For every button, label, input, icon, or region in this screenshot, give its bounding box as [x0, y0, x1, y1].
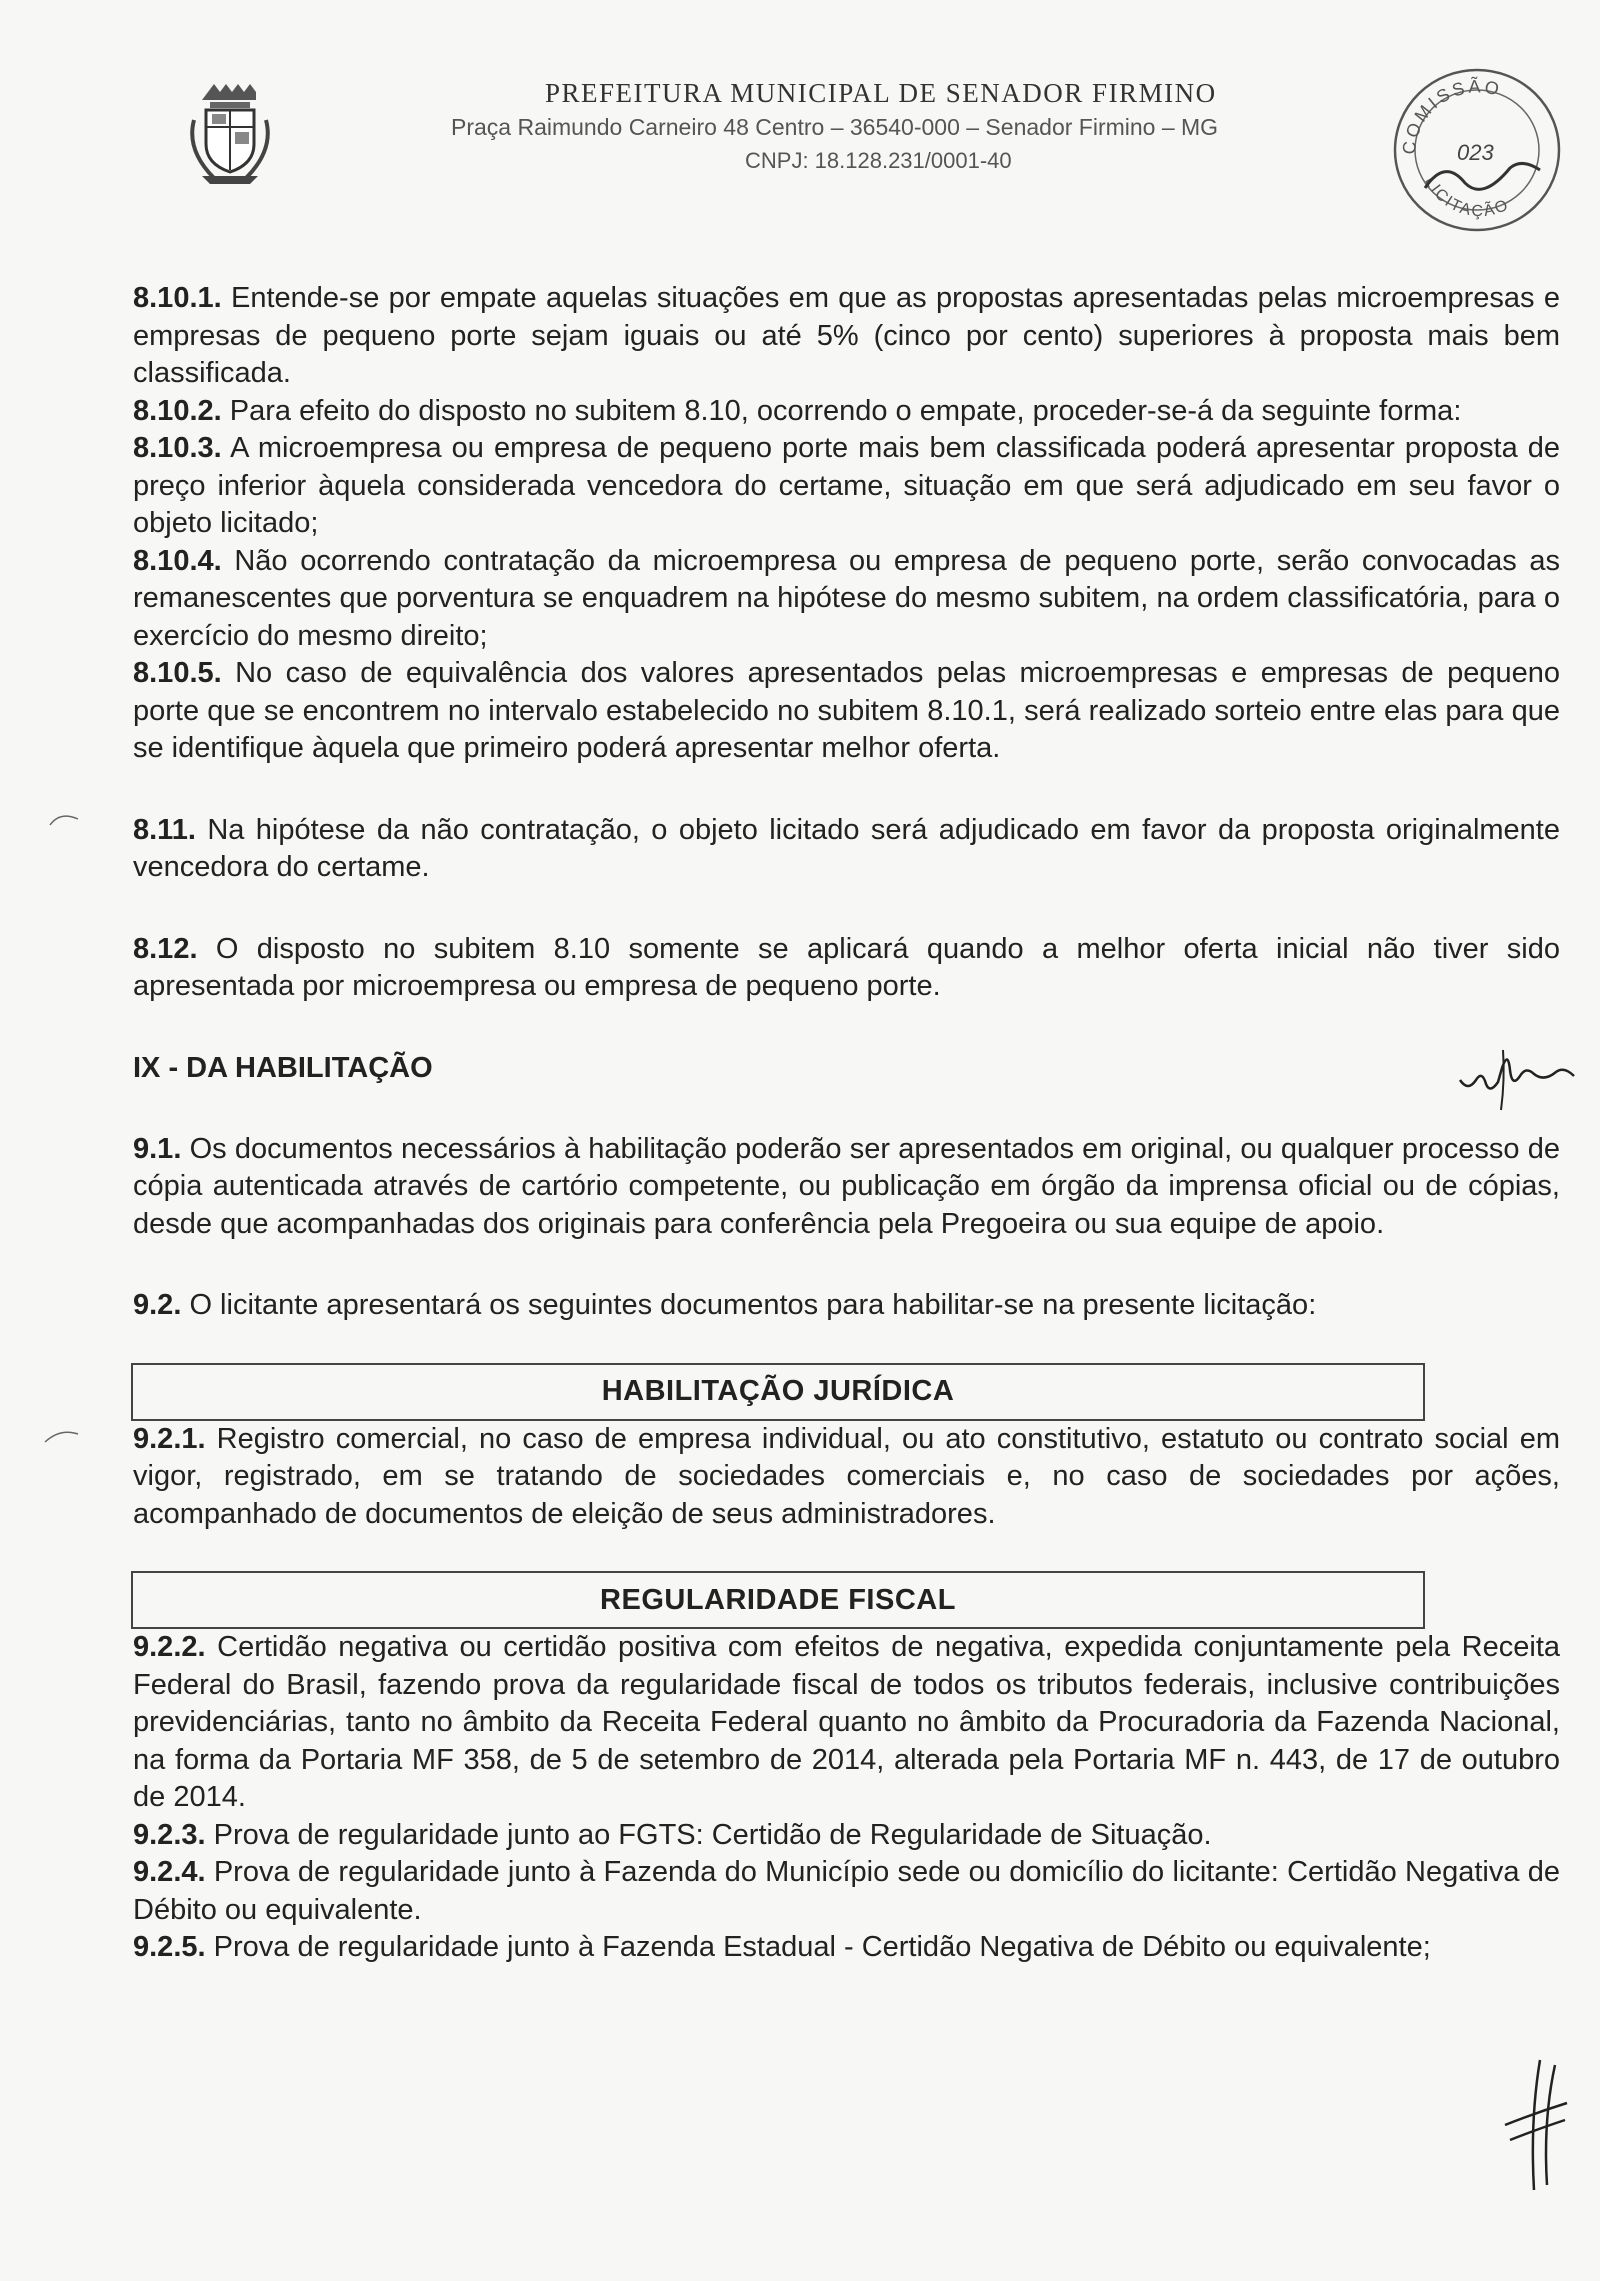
- handwritten-initials: [1500, 2055, 1570, 2195]
- box-heading-habilitacao-juridica: HABILITAÇÃO JURÍDICA: [131, 1363, 1425, 1421]
- scan-artifact: [0, 805, 80, 835]
- paragraph-9-2-2: 9.2.2. Certidão negativa ou certidão positiva com efeitos de negativa, expedida conjuntamente pela Receita Federal do Brasil, fazendo prova da regularidade fiscal de todos os tributos federais, inclusive contribuições previdenciárias, tanto no âmbito da Receita Federal quanto no âmbito da Procuradoria da Fazenda Nacional, na forma da Portaria MF 358, de 5 de setembro de 2014, alterada pela Portaria MF n. 443, de 17 de outubro de 2014.: [133, 1631, 1561, 1813]
- paragraph-8-10-2: 8.10.2. Para efeito do disposto no subitem 8.10, ocorrendo o empate, proceder-se-á da seguinte forma:: [133, 394, 1462, 427]
- paragraph-9-2: 9.2. O licitante apresentará os seguintes documentos para habilitar-se na presente licitação:: [133, 1289, 1317, 1321]
- paragraph-9-2-5: 9.2.5. Prova de regularidade junto à Fazenda Estadual - Certidão Negativa de Débito ou equivalente;: [133, 1931, 1431, 1963]
- paragraph-8-10-5: 8.10.5. No caso de equivalência dos valores apresentados pelas microempresas e empresas de pequeno porte que se encontrem no intervalo estabelecido no subitem 8.10.1, será realizado sorteio entre elas para que se identifique àquela que primeiro poderá apresentar melhor oferta.: [133, 657, 1561, 764]
- document-body: [133, 280, 1560, 1967]
- box-heading-regularidade-fiscal: REGULARIDADE FISCAL: [131, 1571, 1425, 1629]
- paragraph-8-10-1: 8.10.1. Entende-se por empate aquelas situações em que as propostas apresentadas pelas microempresas e empresas de pequeno porte sejam iguais ou até 5% (cinco por cento) superiores à proposta mais bem classificada.: [133, 282, 1560, 389]
- paragraph-8-10-4: 8.10.4. Não ocorrendo contratação da microempresa ou empresa de pequeno porte, serão convocadas as remanescentes que porventura se enquadrem na hipótese do mesmo subitem, na ordem classificatória, para o exercício do mesmo direito;: [133, 544, 1560, 652]
- section-heading-habilitacao: IX - DA HABILITAÇÃO: [133, 1051, 433, 1084]
- paragraph-9-2-3: 9.2.3. Prova de regularidade junto ao FGTS: Certidão de Regularidade de Situação.: [133, 1818, 1212, 1851]
- paragraph-9-1: 9.1. Os documentos necessários à habilitação poderão ser apresentados em original, ou qualquer processo de cópia autenticada através de cartório competente, ou publicação em órgão da imprensa oficial ou de cópias, desde que acompanhadas dos originais para conferência pela Pregoeira ou sua equipe de apoio.: [133, 1132, 1560, 1240]
- commission-stamp: [1385, 60, 1570, 235]
- paragraph-9-2-1: 9.2.1. Registro comercial, no caso de empresa individual, ou ato constitutivo, estatuto ou contrato social em vigor, registrado, em se tratando de sociedades comerciais e, no caso de sociedades por ações, acompanhado de documentos de eleição de seus administradores.: [133, 1422, 1560, 1530]
- stamp-number: 023: [1457, 140, 1494, 165]
- scan-artifact: [0, 1420, 80, 1450]
- coat-of-arms-icon: [180, 80, 280, 190]
- municipality-address: Praça Raimundo Carneiro 48 Centro – 36540-000 – Senador Firmino – MG: [451, 114, 1219, 140]
- stamp-bottom-text: LICITAÇÃO: [1421, 173, 1513, 221]
- municipality-cnpj: CNPJ: 18.128.231/0001-40: [745, 148, 1012, 173]
- handwritten-signature: [1455, 1040, 1585, 1120]
- paragraph-8-10-3: 8.10.3. A microempresa ou empresa de pequeno porte mais bem classificada poderá apresentar proposta de preço inferior àquela considerada vencedora do certame, situação em que será adjudicado em seu favor o objeto licitado;: [133, 432, 1560, 539]
- municipality-title: PREFEITURA MUNICIPAL DE SENADOR FIRMINO: [545, 78, 1217, 108]
- paragraph-9-2-4: 9.2.4. Prova de regularidade junto à Fazenda do Município sede ou domicílio do licitante: Certidão Negativa de Débito ou equivalente.: [133, 1856, 1560, 1926]
- stamp-top-text: COMISSÃO: [1398, 76, 1504, 156]
- paragraph-8-11: 8.11. Na hipótese da não contratação, o objeto licitado será adjudicado em favor da proposta originalmente vencedora do certame.: [133, 813, 1560, 883]
- paragraph-8-12: 8.12. O disposto no subitem 8.10 somente se aplicará quando a melhor oferta inicial não tiver sido apresentada por microempresa ou empresa de pequeno porte.: [133, 932, 1560, 1002]
